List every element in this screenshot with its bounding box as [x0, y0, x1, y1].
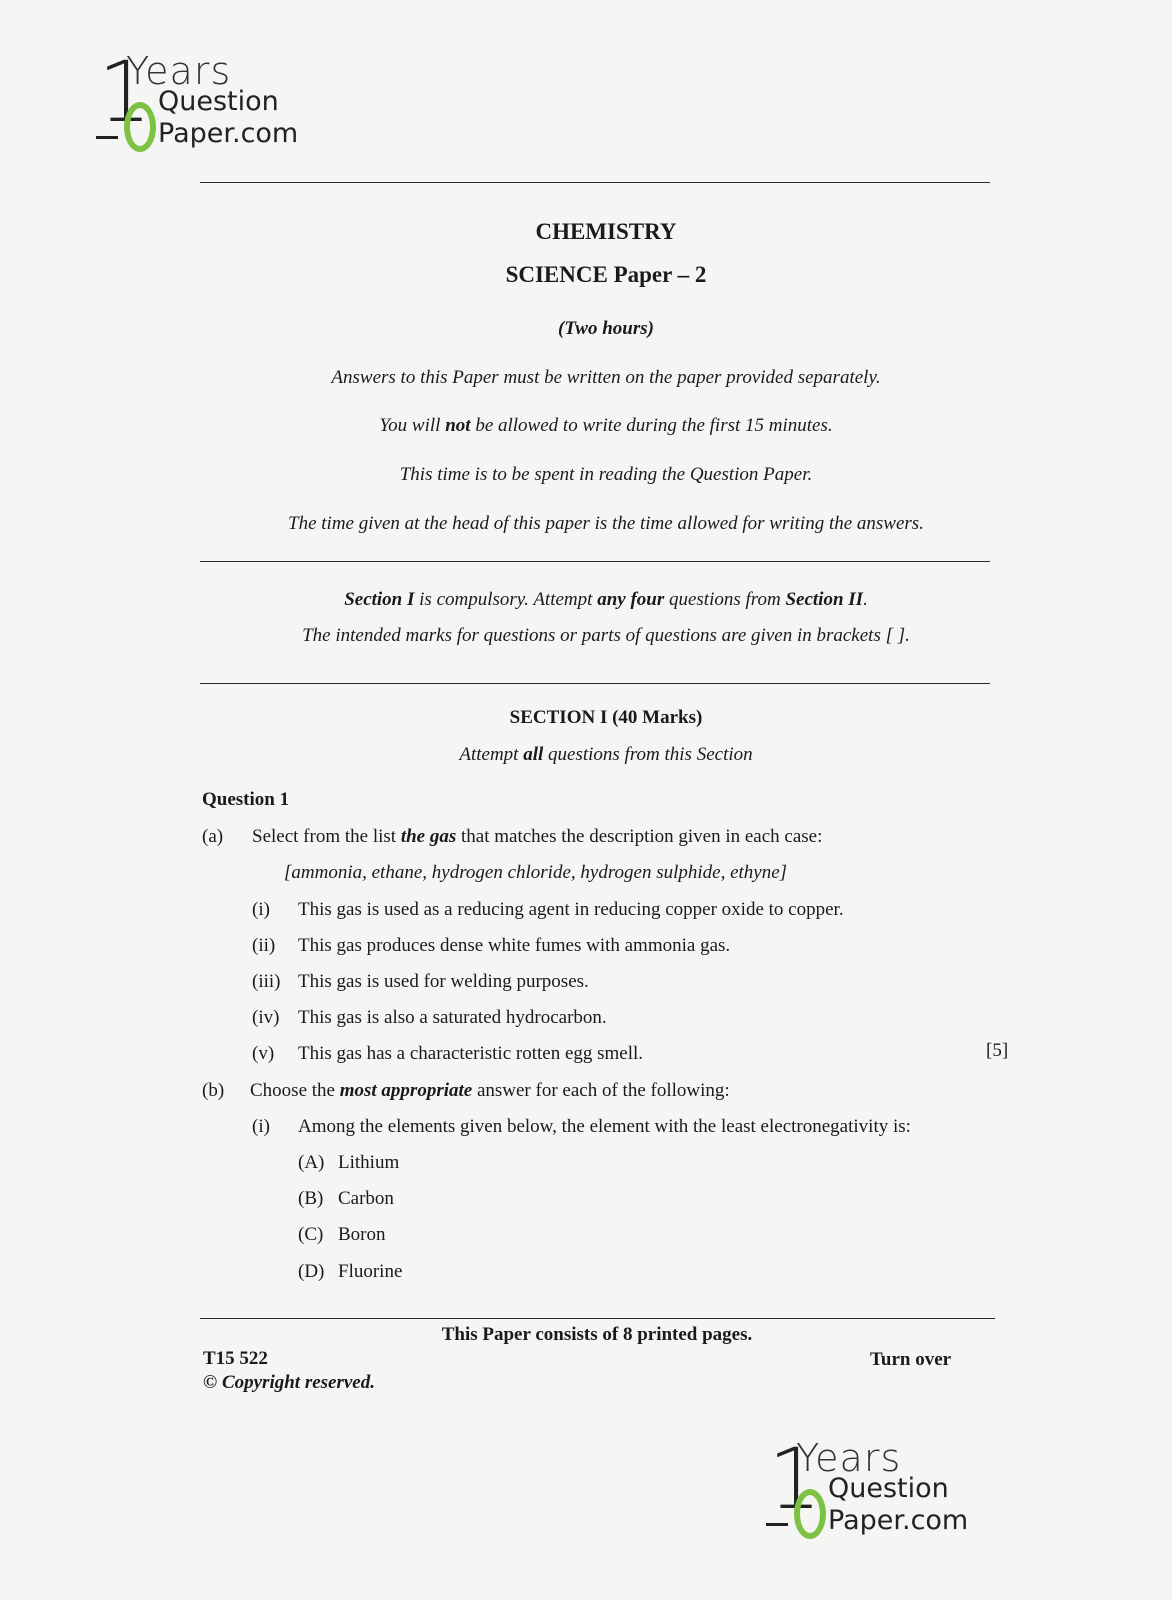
item-number: (i)	[252, 899, 270, 920]
part-b-label: (b)	[202, 1080, 225, 1101]
list-item: This gas has a characteristic rotten egg smell.	[298, 1043, 644, 1064]
logo-paper: Paper.com	[158, 118, 299, 149]
divider-top	[200, 182, 990, 183]
section-heading: SECTION I (40 Marks)	[509, 707, 703, 728]
option-letter: (A)	[298, 1152, 325, 1173]
part-b-text: Choose the most appropriate answer for each of the following:	[250, 1080, 730, 1101]
option-letter: (B)	[298, 1188, 324, 1209]
option-letter: (C)	[298, 1224, 324, 1245]
option-text: Lithium	[338, 1152, 400, 1173]
divider-2	[200, 561, 990, 562]
gas-list: [ammonia, ethane, hydrogen chloride, hydrogen sulphide, ethyne]	[284, 862, 788, 883]
list-item: This gas is also a saturated hydrocarbon.	[298, 1007, 607, 1028]
option-letter: (D)	[298, 1261, 325, 1282]
marks-note: The intended marks for questions or parts of questions are given in brackets [ ].	[302, 625, 910, 646]
list-item: This gas is used for welding purposes.	[298, 971, 589, 992]
divider-footer	[200, 1318, 995, 1319]
item-number: (iii)	[252, 971, 281, 992]
instruction-2: You will not be allowed to write during the first 15 minutes.	[379, 415, 833, 436]
item-number: (v)	[252, 1043, 275, 1064]
item-number: (iv)	[252, 1007, 280, 1028]
logo-years: Years	[126, 49, 232, 93]
section-subheading: Attempt all questions from this Section	[459, 744, 753, 765]
turn-over: Turn over	[870, 1349, 952, 1370]
copyright: © Copyright reserved.	[203, 1372, 375, 1393]
subject-title: CHEMISTRY	[535, 219, 677, 244]
list-item: This gas produces dense white fumes with ammonia gas.	[298, 935, 731, 956]
logo-years: Years	[796, 1436, 902, 1480]
divider-3	[200, 683, 990, 684]
duration: (Two hours)	[558, 318, 654, 339]
logo-paper: Paper.com	[828, 1505, 969, 1536]
site-logo-top: 1 Years Question Paper.com	[98, 58, 318, 178]
paper-title: SCIENCE Paper – 2	[505, 262, 707, 287]
page-count: This Paper consists of 8 printed pages.	[441, 1324, 753, 1345]
option-text: Boron	[338, 1224, 386, 1245]
question-text: Among the elements given below, the element with the least electronegativity is:	[298, 1116, 911, 1137]
instruction-3: This time is to be spent in reading the Question Paper.	[399, 464, 813, 485]
list-item: This gas is used as a reducing agent in reducing copper oxide to copper.	[298, 899, 844, 920]
part-a-text: Select from the list the gas that matches the description given in each case:	[252, 826, 823, 847]
option-text: Carbon	[338, 1188, 394, 1209]
section-note: Section I is compulsory. Attempt any four questions from Section II.	[344, 589, 868, 610]
instruction-1: Answers to this Paper must be written on the paper provided separately.	[331, 367, 881, 388]
logo-question: Question	[158, 86, 279, 117]
option-text: Fluorine	[338, 1261, 403, 1282]
item-number: (i)	[252, 1116, 270, 1137]
item-number: (ii)	[252, 935, 276, 956]
question-title: Question 1	[202, 789, 290, 810]
marks-badge: [5]	[986, 1040, 1009, 1061]
part-a-label: (a)	[202, 826, 224, 847]
logo-question: Question	[828, 1473, 949, 1504]
paper-code: T15 522	[203, 1348, 268, 1369]
site-logo-bottom: 1 Years Question Paper.com	[768, 1445, 988, 1565]
instruction-4: The time given at the head of this paper is the time allowed for writing the answers.	[288, 513, 924, 534]
